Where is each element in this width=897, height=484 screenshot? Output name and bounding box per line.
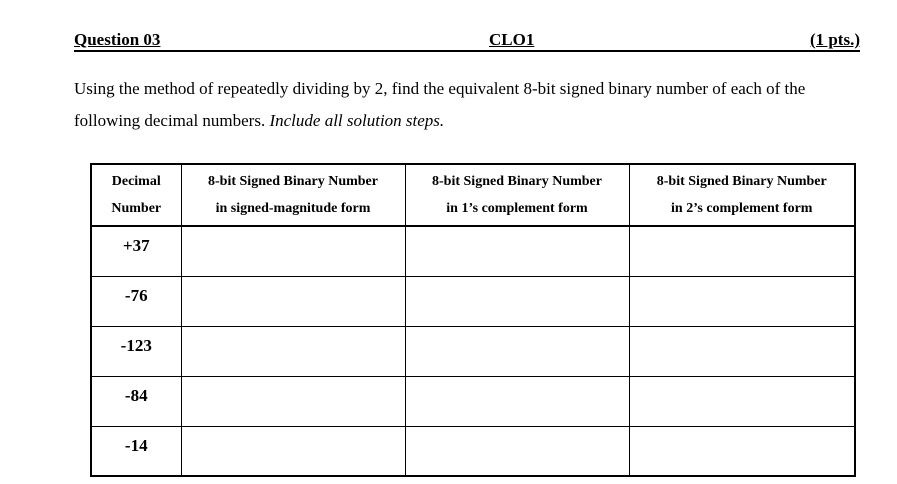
points-label: (1 pts.) [809, 30, 860, 49]
answer-table [90, 163, 856, 477]
decimal-value: -14 [91, 426, 181, 476]
table-header-row [91, 164, 855, 226]
answer-cell-signed-magnitude[interactable] [181, 226, 405, 276]
table-row [91, 426, 855, 476]
answer-cell-twos-complement[interactable] [629, 226, 855, 276]
table-row [91, 276, 855, 326]
header-line: 8-bit Signed Binary Number [432, 174, 602, 189]
decimal-value: -123 [91, 326, 181, 376]
header-line: in 1’s complement form [446, 201, 588, 216]
header-signed-magnitude [181, 164, 405, 226]
header-line: 8-bit Signed Binary Number [208, 174, 378, 189]
instructions-emphasis: Include all solution steps. [269, 111, 445, 130]
instructions-text: Using the method of repeatedly dividing by 2, find the equivalent 8-bit signed binary number of each of the following decimal numbers. [74, 79, 806, 130]
header-twos-complement [629, 164, 855, 226]
table-row [91, 326, 855, 376]
question-instructions [74, 73, 874, 137]
decimal-value: +37 [91, 226, 181, 276]
answer-cell-signed-magnitude[interactable] [181, 426, 405, 476]
answer-cell-ones-complement[interactable] [405, 326, 629, 376]
answer-cell-ones-complement[interactable] [405, 376, 629, 426]
header-line: 8-bit Signed Binary Number [656, 174, 827, 189]
question-header [74, 30, 860, 52]
question-number: Question 03 [74, 30, 161, 49]
decimal-value: -76 [91, 276, 181, 326]
header-line: Decimal [111, 174, 161, 189]
table-row [91, 226, 855, 276]
header-decimal-number [91, 164, 181, 226]
answer-cell-signed-magnitude[interactable] [181, 376, 405, 426]
header-line: in 2’s complement form [671, 201, 813, 216]
table-row [91, 376, 855, 426]
answer-cell-twos-complement[interactable] [629, 276, 855, 326]
answer-cell-ones-complement[interactable] [405, 426, 629, 476]
answer-cell-ones-complement[interactable] [405, 226, 629, 276]
answer-cell-twos-complement[interactable] [629, 326, 855, 376]
header-ones-complement [405, 164, 629, 226]
answer-cell-signed-magnitude[interactable] [181, 276, 405, 326]
clo-label: CLO1 [489, 30, 535, 49]
header-line: Number [111, 201, 162, 216]
answer-cell-ones-complement[interactable] [405, 276, 629, 326]
answer-cell-signed-magnitude[interactable] [181, 326, 405, 376]
answer-cell-twos-complement[interactable] [629, 426, 855, 476]
answer-cell-twos-complement[interactable] [629, 376, 855, 426]
decimal-value: -84 [91, 376, 181, 426]
header-line: in signed-magnitude form [215, 201, 371, 216]
